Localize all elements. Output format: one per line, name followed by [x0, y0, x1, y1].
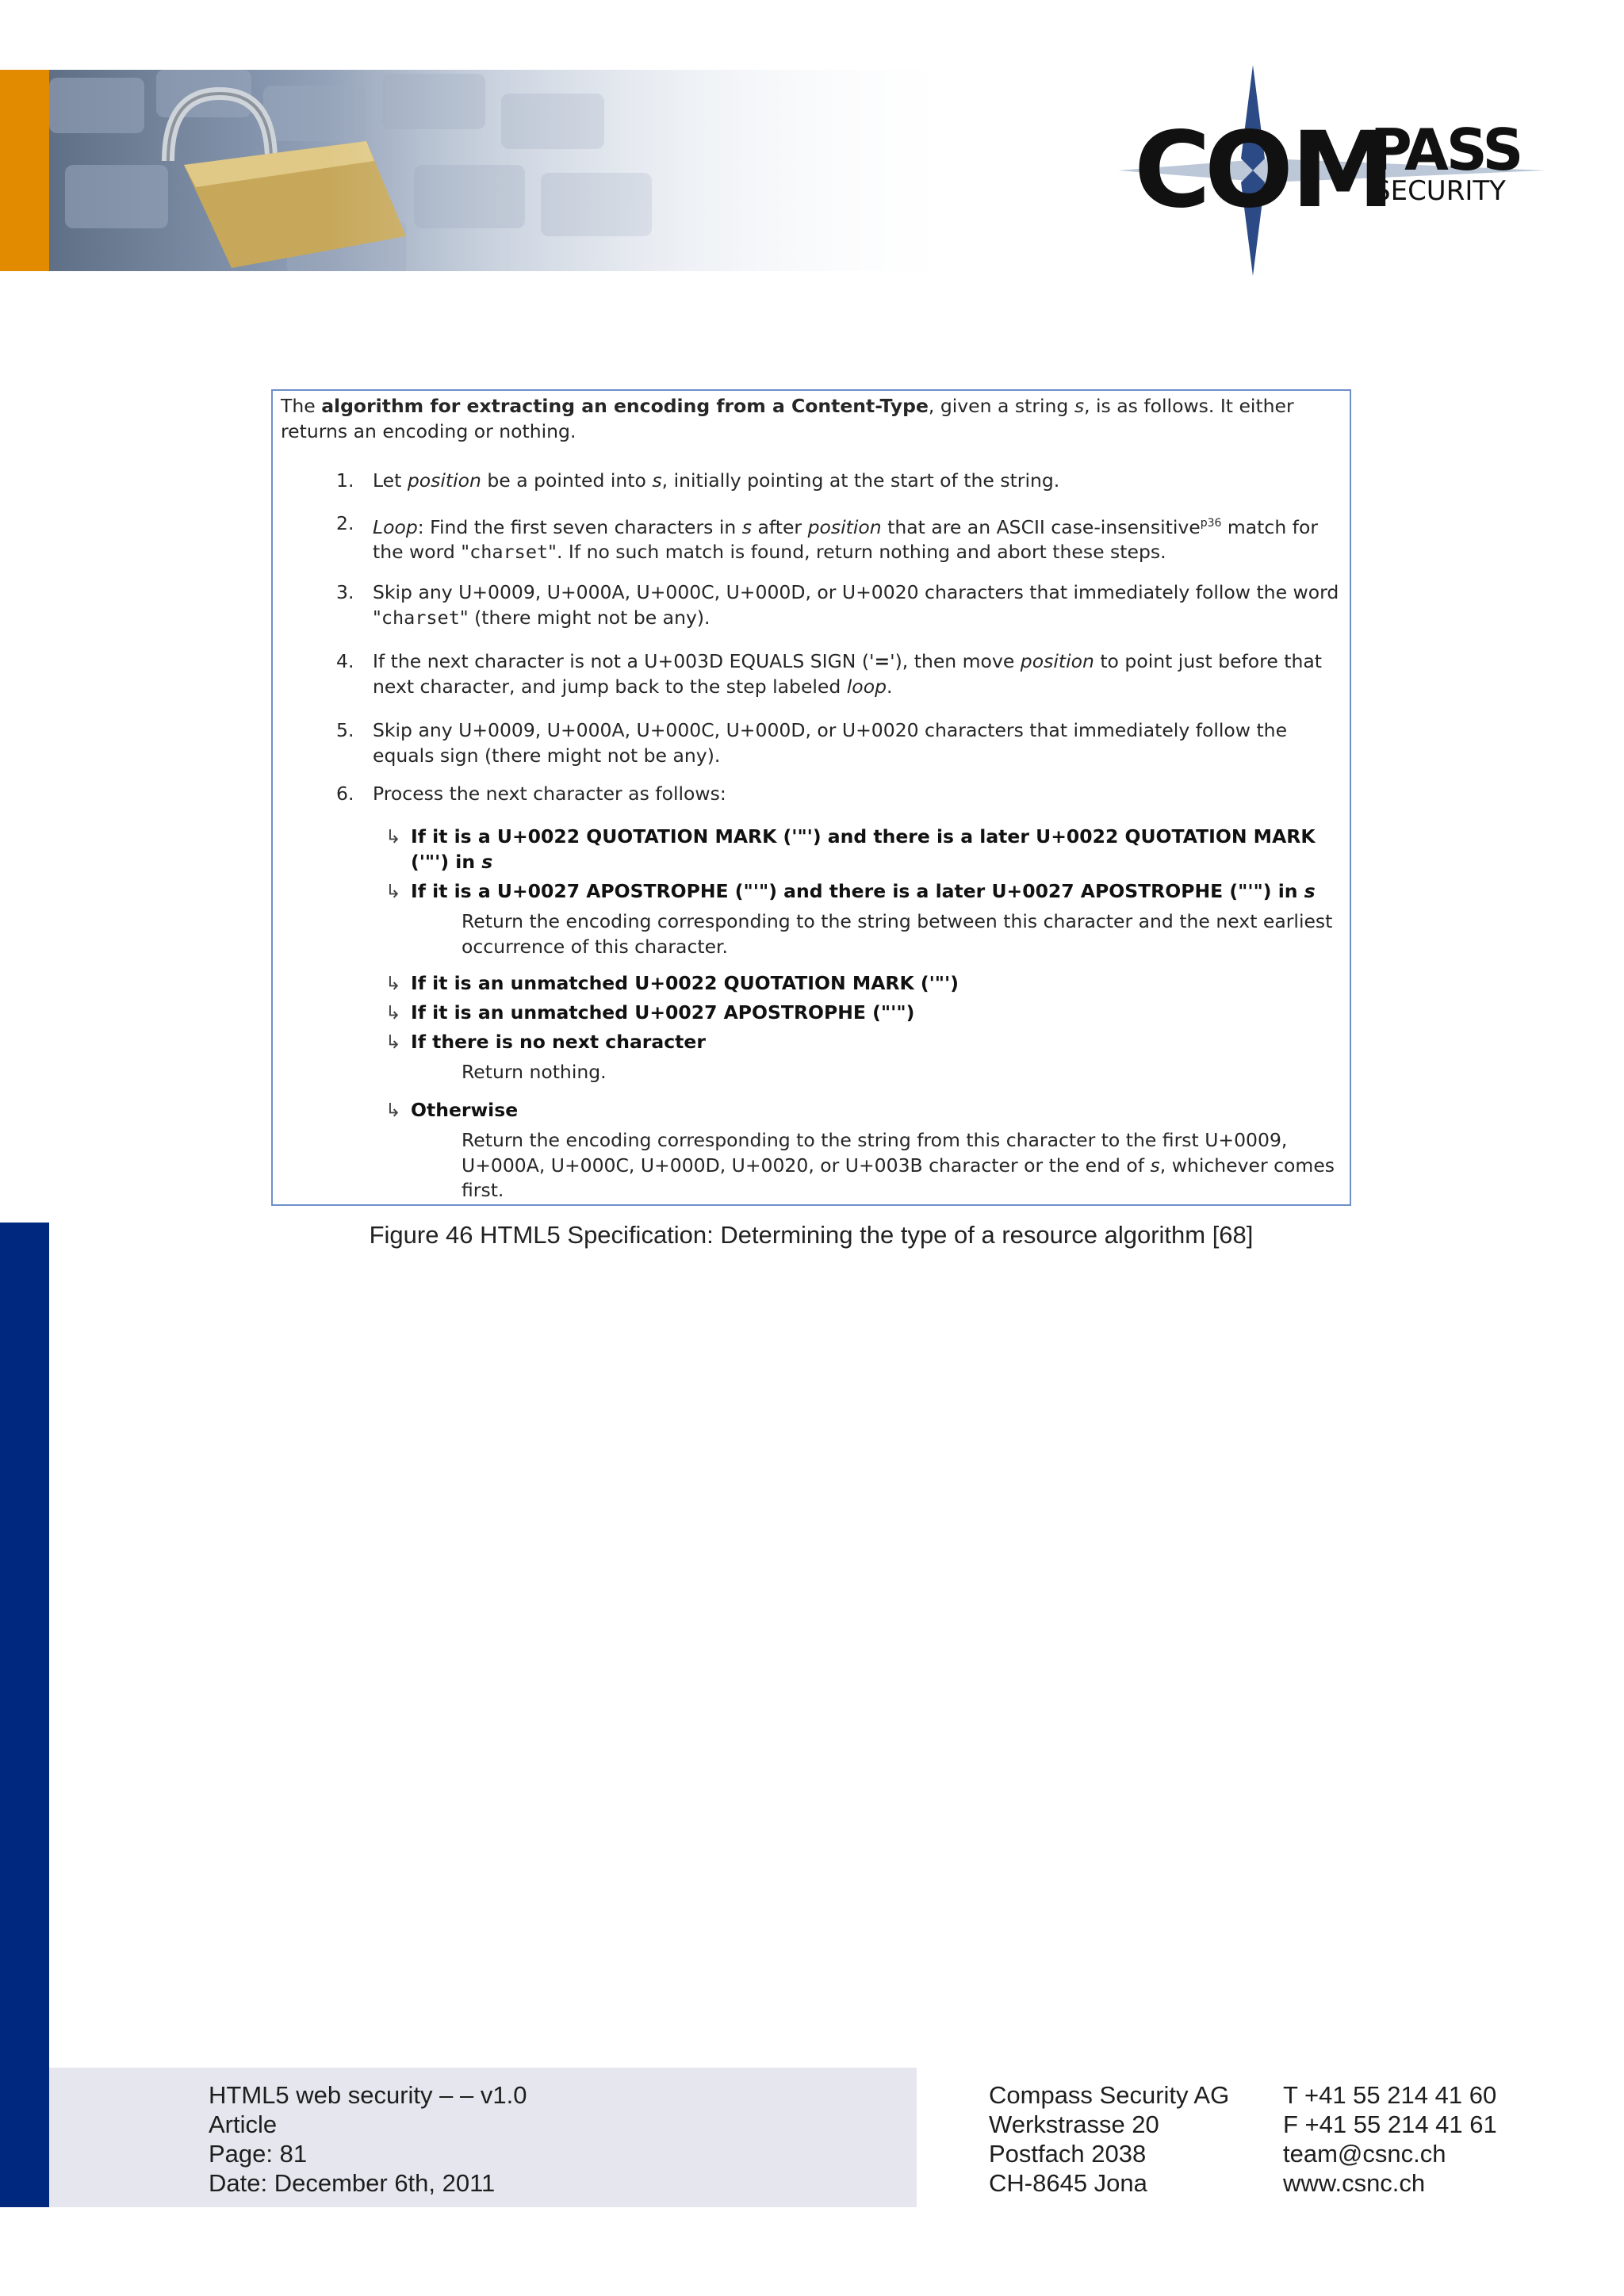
- footer-street: Werkstrasse 20: [989, 2110, 1159, 2138]
- spec-figure: [271, 389, 1351, 1206]
- footer-email-link[interactable]: team@csnc.ch: [1283, 2140, 1446, 2168]
- return-arrow-icon: ↳: [385, 1099, 401, 1121]
- footer-page-number: Page: 81: [209, 2140, 308, 2168]
- footer-website-link[interactable]: www.csnc.ch: [1283, 2169, 1426, 2197]
- figure-caption: Figure 46 HTML5 Specification: Determining the type of a resource algorithm [68]: [369, 1221, 1254, 1249]
- condition-text: If it is a U+0027 APOSTROPHE ("'") and there is a later U+0027 APOSTROPHE ("'") in s: [411, 880, 1316, 902]
- header-orange-bar: [0, 70, 49, 271]
- step-text: Process the next character as follows:: [373, 783, 726, 805]
- footer-contact: [1283, 2080, 1497, 2198]
- step-text: Let position be a pointed into s, initially pointing at the start of the string.: [373, 469, 1060, 492]
- condition-result: Return nothing.: [462, 1061, 607, 1083]
- footer-fax: F +41 55 214 41 61: [1283, 2110, 1497, 2138]
- footer-company-address: [989, 2080, 1229, 2198]
- footer-phone: T +41 55 214 41 60: [1283, 2081, 1497, 2109]
- footer-document-info: [209, 2080, 527, 2198]
- step-text: Skip any U+0009, U+000A, U+000C, U+000D, or U+0020 characters that immediately follow the equals sign (there might not be any).: [373, 719, 1288, 767]
- condition-result: Return the encoding corresponding to the string from this character to the first U+0009, U+000A, U+000C, U+000D, U+0020, or U+003B character or the end of s, whichever comes first.: [462, 1129, 1335, 1201]
- condition-text: If it is an unmatched U+0022 QUOTATION MARK ('"'): [411, 972, 959, 994]
- svg-text:SECURITY: SECURITY: [1373, 175, 1506, 207]
- condition-text: If it is a U+0022 QUOTATION MARK ('"') and there is a later U+0022 QUOTATION MARK ('"') in s: [411, 825, 1316, 873]
- return-arrow-icon: ↳: [385, 1001, 401, 1024]
- step-text: Skip any U+0009, U+000A, U+000C, U+000D, or U+0020 characters that immediately follow the word "charset" (there might not be any).: [373, 581, 1339, 629]
- figure-intro: The algorithm for extracting an encoding from a Content-Type, given a string s, is as follows. It either returns an encoding or nothing.: [281, 395, 1294, 442]
- footer-company-name: Compass Security AG: [989, 2081, 1230, 2109]
- return-arrow-icon: ↳: [385, 972, 401, 994]
- condition-text: Otherwise: [411, 1099, 519, 1121]
- footer-date: Date: December 6th, 2011: [209, 2169, 496, 2197]
- compass-security-logo: [1118, 65, 1546, 276]
- condition-text: If there is no next character: [411, 1031, 706, 1053]
- footer-city: CH-8645 Jona: [989, 2169, 1147, 2197]
- condition-text: If it is an unmatched U+0027 APOSTROPHE ("'"): [411, 1001, 915, 1024]
- step-number: 4.: [336, 650, 354, 672]
- svg-text:M: M: [1291, 109, 1396, 232]
- header-photo-padlock: [49, 70, 977, 271]
- step-number: 6.: [336, 783, 354, 805]
- step-number: 2.: [336, 512, 354, 534]
- return-arrow-icon: ↳: [385, 1031, 401, 1053]
- step-number: 5.: [336, 719, 354, 741]
- condition-result: Return the encoding corresponding to the string between this character and the next earliest occurrence of this character.: [462, 910, 1333, 958]
- step-number: 3.: [336, 581, 354, 603]
- step-text: Loop: Find the first seven characters in s after position that are an ASCII case-insensitive$^{p36}$ match for the word "charset". If no such match is found, return nothing and abort these steps.: [373, 515, 1318, 564]
- step-text: If the next character is not a U+003D EQUALS SIGN ('='), then move position to point just before that next character, and jump back to the step labeled loop.: [373, 650, 1322, 698]
- footer-doc-title: HTML5 web security – – v1.0: [209, 2081, 527, 2109]
- side-navy-bar: [0, 1223, 49, 2207]
- svg-text:CO: CO: [1134, 109, 1288, 232]
- footer-doc-type: Article: [209, 2110, 278, 2138]
- footer-postbox: Postfach 2038: [989, 2140, 1147, 2168]
- step-number: 1.: [336, 469, 354, 492]
- return-arrow-icon: ↳: [385, 825, 401, 848]
- svg-text:PASS: PASS: [1370, 117, 1522, 183]
- return-arrow-icon: ↳: [385, 880, 401, 902]
